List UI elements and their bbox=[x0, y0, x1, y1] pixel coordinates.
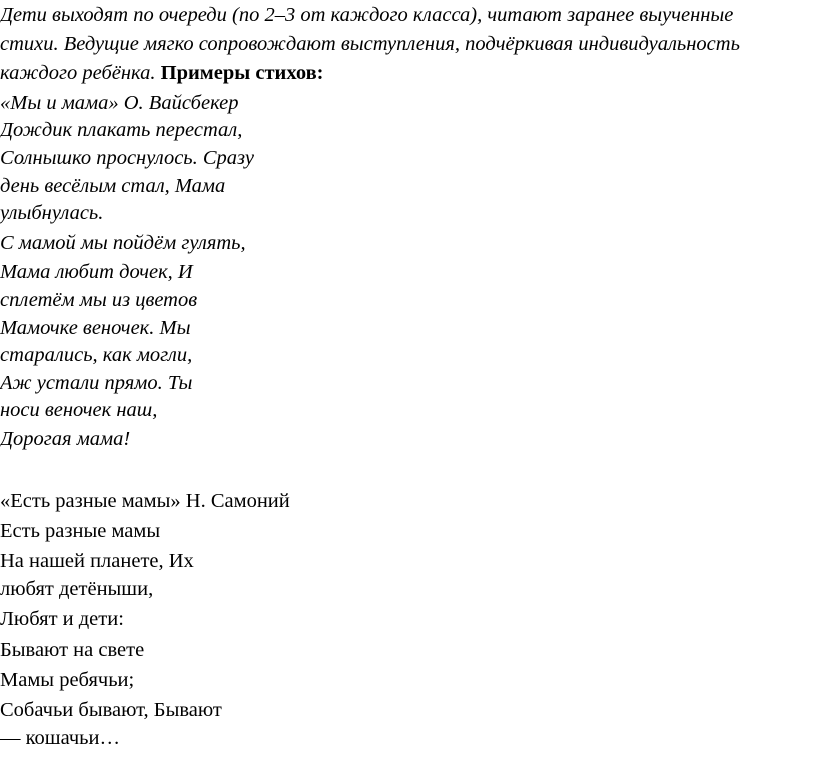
poem2-line: Собачьи бывают, Бывают bbox=[0, 699, 222, 721]
poem2-line: На нашей планете, Их bbox=[0, 550, 194, 572]
poem2-line: — кошачьи… bbox=[0, 727, 120, 749]
poem2-line: Бывают на свете bbox=[0, 639, 145, 661]
poem1-line: Дорогая мама! bbox=[0, 428, 131, 450]
poem2-title: «Есть разные мамы» Н. Самоний bbox=[0, 490, 290, 512]
intro-line-2: стихи. Ведущие мягко сопровождают выступления, подчёркивая индивидуальность bbox=[0, 33, 740, 55]
poem1-line: улыбнулась. bbox=[0, 202, 104, 224]
poem1-line: сплетём мы из цветов bbox=[0, 289, 198, 311]
poem2-line: Есть разные мамы bbox=[0, 520, 161, 542]
poem1-line: С мамой мы пойдём гулять, bbox=[0, 232, 246, 254]
poem1-line: Мама любит дочек, И bbox=[0, 261, 193, 283]
poem1-line: Солнышко проснулось. Сразу bbox=[0, 147, 255, 169]
poem1-line: носи веночек наш, bbox=[0, 399, 158, 421]
poem2-line: любят детёныши, bbox=[0, 578, 154, 600]
poem2-line: Мамы ребячьи; bbox=[0, 669, 135, 691]
poem1-line: Мамочке веночек. Мы bbox=[0, 317, 191, 339]
poem1-line: Аж устали прямо. Ты bbox=[0, 372, 193, 394]
intro-line-3 bbox=[0, 61, 323, 85]
poem1-line: Дождик плакать перестал, bbox=[0, 119, 243, 141]
poem2-line: Любят и дети: bbox=[0, 608, 124, 630]
poem1-line: старались, как могли, bbox=[0, 344, 193, 366]
intro-line-3-text: каждого ребёнка. bbox=[0, 62, 161, 84]
examples-heading: Примеры стихов: bbox=[160, 62, 324, 84]
intro-line-1: Дети выходят по очереди (по 2–3 от каждого класса), читают заранее выученные bbox=[0, 4, 734, 26]
poem1-line: день весёлым стал, Мама bbox=[0, 175, 226, 197]
poem1-title: «Мы и мама» О. Вайсбекер bbox=[0, 92, 239, 114]
